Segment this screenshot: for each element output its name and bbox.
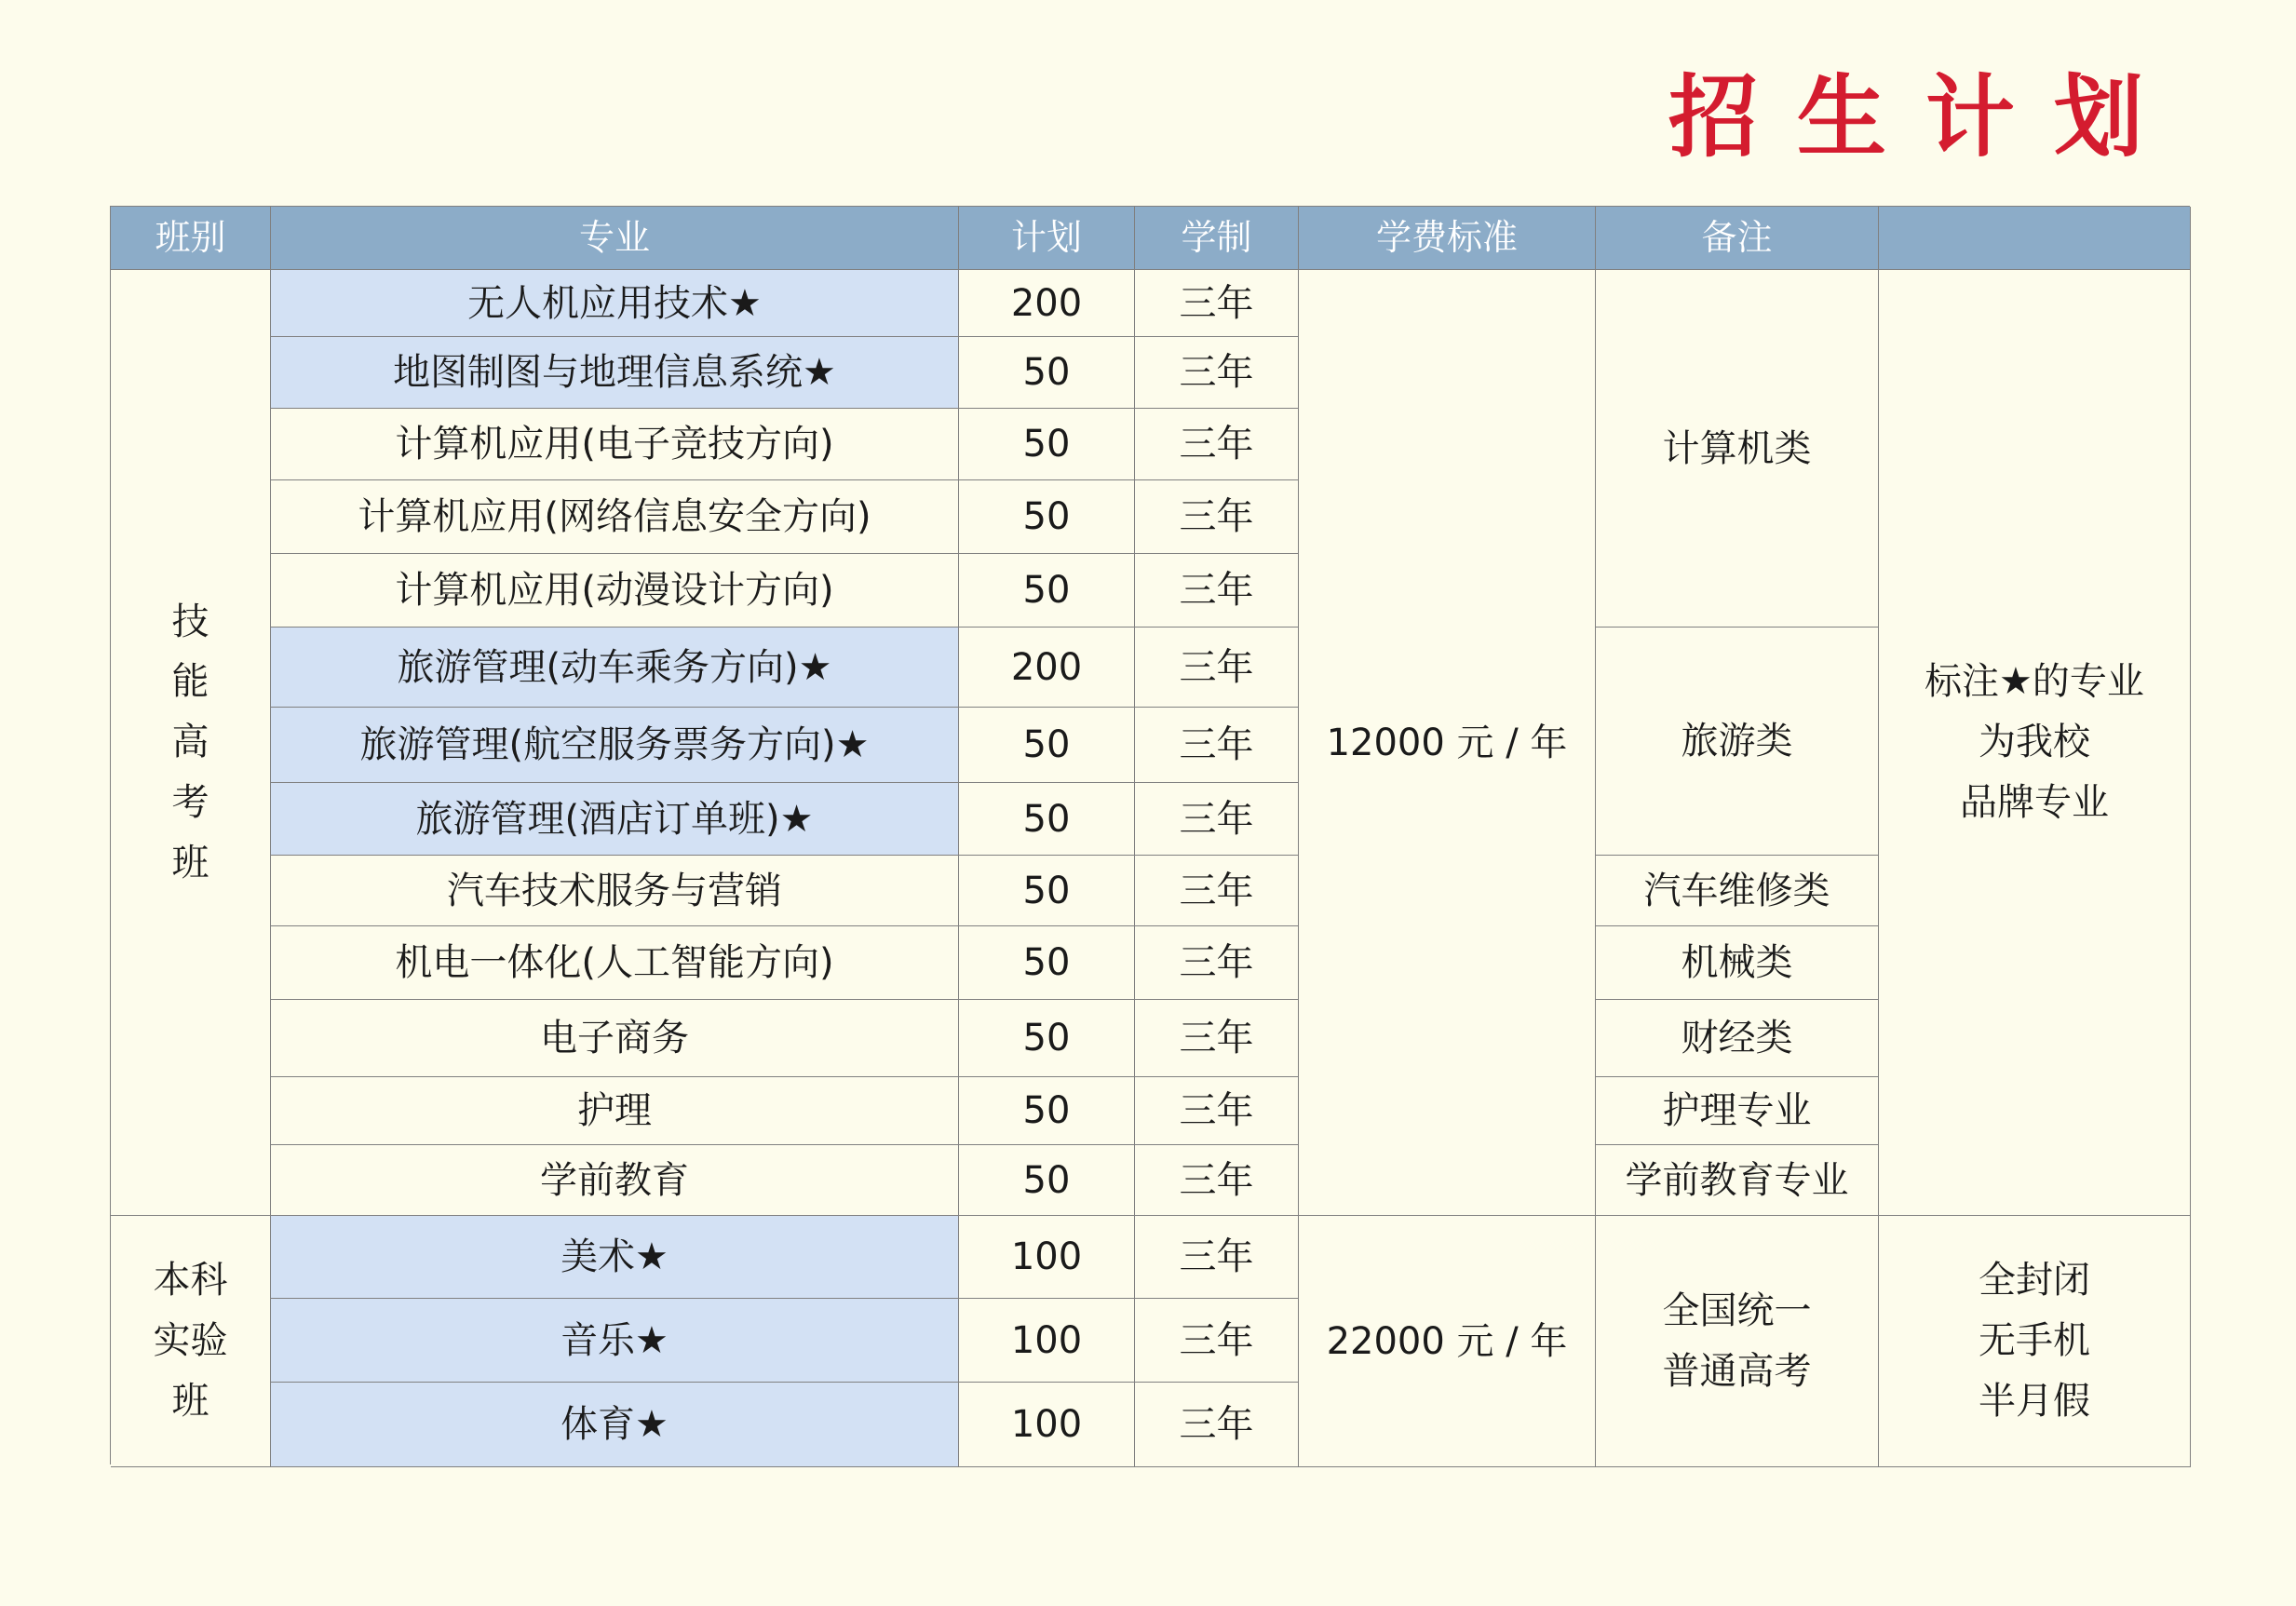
duration-cell: 三年 bbox=[1135, 708, 1299, 783]
plan-cell: 50 bbox=[959, 409, 1135, 480]
major-cell: 电子商务 bbox=[271, 1000, 959, 1077]
major-cell: 机电一体化(人工智能方向) bbox=[271, 926, 959, 1000]
duration-cell: 三年 bbox=[1135, 270, 1299, 337]
duration-cell: 三年 bbox=[1135, 1383, 1299, 1467]
class-skill-exam: 技 能 高 考 班 bbox=[111, 270, 271, 1216]
remark-auto: 汽车维修类 bbox=[1596, 856, 1879, 926]
duration-cell: 三年 bbox=[1135, 628, 1299, 708]
duration-cell: 三年 bbox=[1135, 337, 1299, 409]
duration-cell: 三年 bbox=[1135, 1216, 1299, 1299]
brand-note: 标注★的专业 为我校 品牌专业 bbox=[1879, 270, 2191, 1216]
remark-tourism: 旅游类 bbox=[1596, 628, 1879, 856]
major-cell: 计算机应用(网络信息安全方向) bbox=[271, 480, 959, 554]
plan-cell: 50 bbox=[959, 708, 1135, 783]
policy-note: 全封闭 无手机 半月假 bbox=[1879, 1216, 2191, 1467]
header-major: 专业 bbox=[271, 207, 959, 270]
enrollment-table bbox=[110, 206, 2190, 1464]
duration-cell: 三年 bbox=[1135, 1077, 1299, 1145]
duration-cell: 三年 bbox=[1135, 783, 1299, 856]
plan-cell: 50 bbox=[959, 554, 1135, 628]
class-undergrad: 本科 实验 班 bbox=[111, 1216, 271, 1467]
plan-cell: 200 bbox=[959, 628, 1135, 708]
plan-cell: 100 bbox=[959, 1299, 1135, 1383]
plan-cell: 50 bbox=[959, 1077, 1135, 1145]
duration-cell: 三年 bbox=[1135, 1299, 1299, 1383]
tuition-group2: 22000 元 / 年 bbox=[1299, 1216, 1596, 1467]
major-cell: 计算机应用(电子竞技方向) bbox=[271, 409, 959, 480]
major-cell: 美术★ bbox=[271, 1216, 959, 1299]
duration-cell: 三年 bbox=[1135, 409, 1299, 480]
major-cell: 旅游管理(动车乘务方向)★ bbox=[271, 628, 959, 708]
duration-cell: 三年 bbox=[1135, 856, 1299, 926]
plan-cell: 50 bbox=[959, 856, 1135, 926]
remark-preschool: 学前教育专业 bbox=[1596, 1145, 1879, 1216]
header-class: 班别 bbox=[111, 207, 271, 270]
major-cell: 旅游管理(航空服务票务方向)★ bbox=[271, 708, 959, 783]
duration-cell: 三年 bbox=[1135, 926, 1299, 1000]
header-duration: 学制 bbox=[1135, 207, 1299, 270]
plan-cell: 50 bbox=[959, 926, 1135, 1000]
plan-cell: 100 bbox=[959, 1383, 1135, 1467]
remark-finance: 财经类 bbox=[1596, 1000, 1879, 1077]
plan-cell: 50 bbox=[959, 783, 1135, 856]
major-cell: 汽车技术服务与营销 bbox=[271, 856, 959, 926]
duration-cell: 三年 bbox=[1135, 1145, 1299, 1216]
major-cell: 音乐★ bbox=[271, 1299, 959, 1383]
major-cell: 旅游管理(酒店订单班)★ bbox=[271, 783, 959, 856]
plan-cell: 50 bbox=[959, 480, 1135, 554]
plan-cell: 50 bbox=[959, 1145, 1135, 1216]
header-remark: 备注 bbox=[1596, 207, 1879, 270]
header-tuition: 学费标准 bbox=[1299, 207, 1596, 270]
tuition-group1: 12000 元 / 年 bbox=[1299, 270, 1596, 1216]
header-plan: 计划 bbox=[959, 207, 1135, 270]
remark-computer: 计算机类 bbox=[1596, 270, 1879, 628]
duration-cell: 三年 bbox=[1135, 1000, 1299, 1077]
major-cell: 地图制图与地理信息系统★ bbox=[271, 337, 959, 409]
major-cell: 学前教育 bbox=[271, 1145, 959, 1216]
header-extra bbox=[1879, 207, 2191, 270]
plan-cell: 200 bbox=[959, 270, 1135, 337]
remark-national-exam: 全国统一 普通高考 bbox=[1596, 1216, 1879, 1467]
major-cell: 护理 bbox=[271, 1077, 959, 1145]
duration-cell: 三年 bbox=[1135, 480, 1299, 554]
major-cell: 无人机应用技术★ bbox=[271, 270, 959, 337]
remark-nursing: 护理专业 bbox=[1596, 1077, 1879, 1145]
duration-cell: 三年 bbox=[1135, 554, 1299, 628]
remark-mech: 机械类 bbox=[1596, 926, 1879, 1000]
plan-cell: 50 bbox=[959, 337, 1135, 409]
plan-cell: 100 bbox=[959, 1216, 1135, 1299]
plan-cell: 50 bbox=[959, 1000, 1135, 1077]
major-cell: 体育★ bbox=[271, 1383, 959, 1467]
major-cell: 计算机应用(动漫设计方向) bbox=[271, 554, 959, 628]
page-title: 招生计划 bbox=[1668, 64, 2182, 169]
